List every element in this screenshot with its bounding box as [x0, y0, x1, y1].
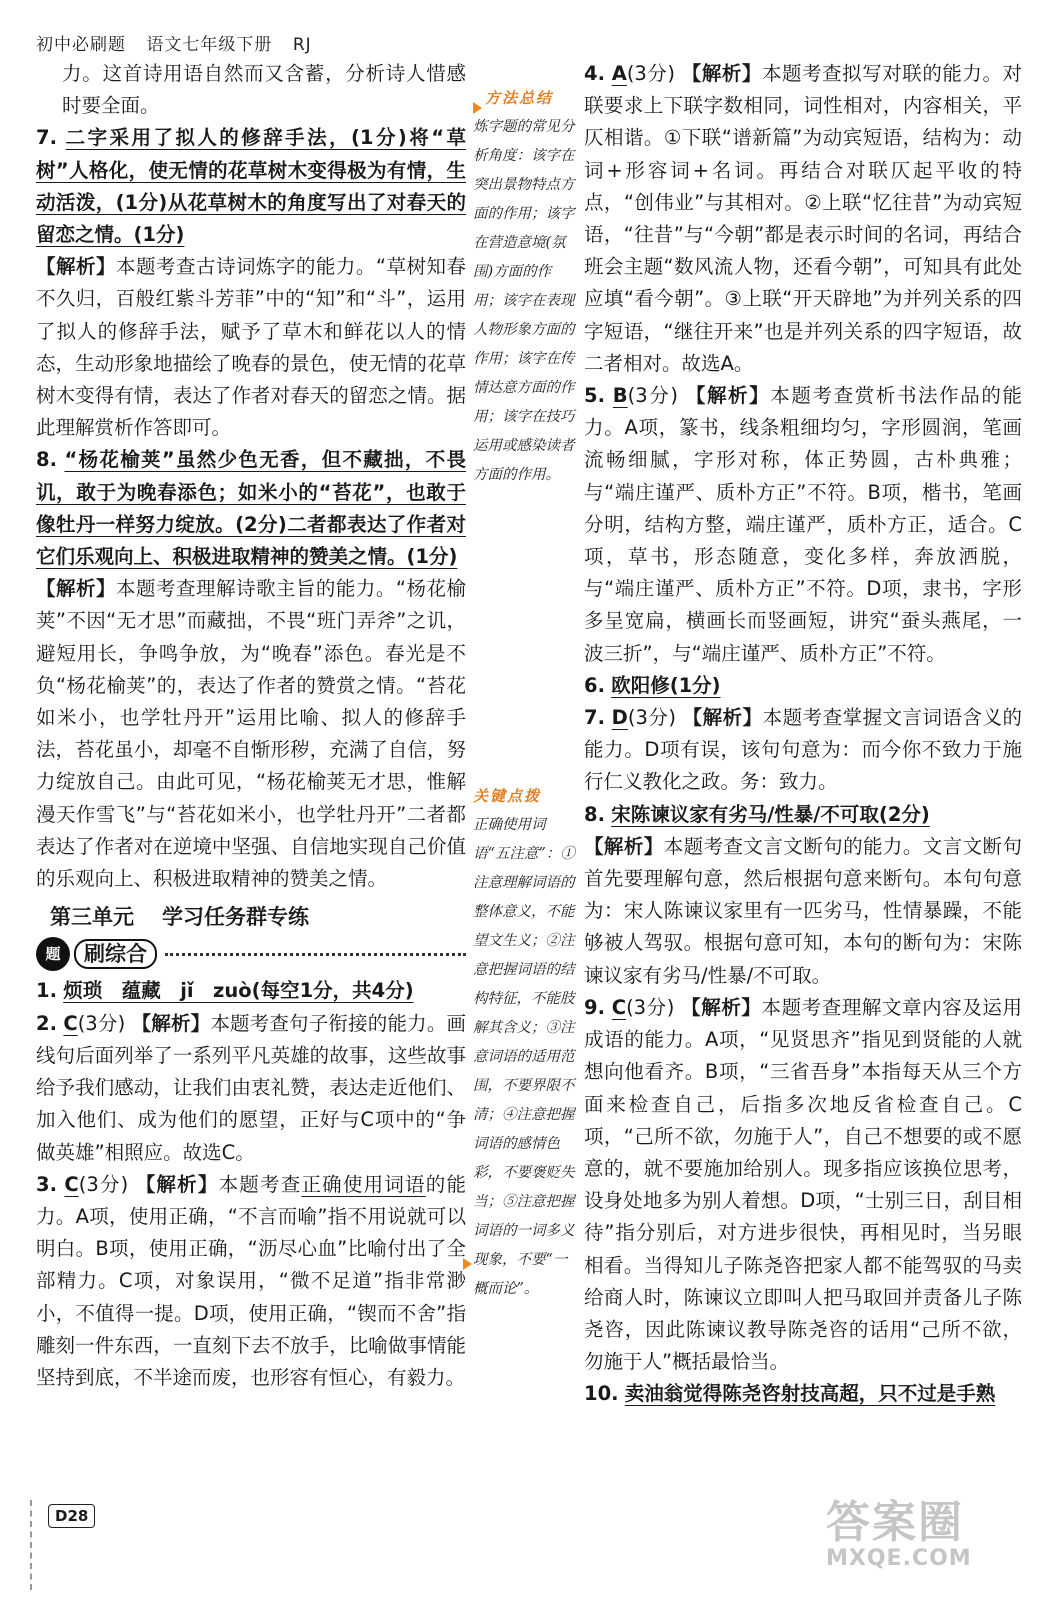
analysis-tag: 【解析】: [685, 384, 771, 408]
header-series: 初中必刷题: [36, 35, 126, 55]
watermark-text: 答案圈: [826, 1497, 964, 1548]
answer-letter: D: [611, 706, 628, 730]
section-title: [36, 901, 466, 933]
analysis-tag: 【解析】: [681, 62, 762, 85]
practice-banner: [36, 937, 466, 971]
question-number: 3.: [36, 1172, 57, 1196]
question-number: 6.: [584, 673, 605, 697]
answer-letter: B: [612, 384, 628, 408]
answer-letter: C: [63, 1011, 78, 1035]
page-number: D28: [48, 1504, 95, 1528]
answer-letter: A: [611, 62, 627, 85]
answer-6: [584, 670, 1022, 702]
side-note-key: [473, 782, 579, 1304]
header-subject: 语文七年级下册: [146, 35, 273, 55]
answer-5: [584, 380, 1022, 670]
analysis-tag: 【解析】: [681, 995, 762, 1019]
answer-text: 宋陈谏议家有劣马/性暴/不可取(2分): [611, 802, 930, 826]
answer-8-right: [584, 799, 1022, 831]
watermark-domain: MXQE.COM: [826, 1546, 972, 1571]
answer-7-right: [584, 702, 1022, 799]
side-note-text: 正确使用词语“五注意”：①注意理解词语的整体意义，不能望文生义；②注意把握词语的结构特征，不能肢解其含义；③注意词语的适用范围，不要界限不清；④注意把握词语的感情色彩，不要褒贬失当；⑤注意把握词语的一词多义现象，不要“一概而论”。: [473, 817, 575, 1297]
side-note-method: [473, 84, 579, 490]
analysis-tag: 【解析】: [36, 255, 116, 279]
answer-score: (3分): [627, 706, 676, 730]
section-name: 学习任务群专练: [162, 905, 309, 930]
page-edge-divider: [30, 1500, 32, 1590]
answer-3: [36, 1169, 466, 1394]
question-number: 8.: [36, 448, 57, 472]
practice-label: 刷综合: [74, 939, 157, 969]
answer-8-left: [36, 444, 466, 573]
side-note-title: 关键点拨: [473, 787, 542, 805]
right-column: [584, 58, 1022, 1411]
answer-score: (3分): [78, 1172, 129, 1196]
analysis-tag: 【解析】: [682, 706, 763, 730]
answer-letter: C: [64, 1172, 79, 1196]
analysis-8-left: [36, 573, 466, 895]
left-column: [36, 58, 466, 1394]
answer-score: (3分): [77, 1011, 126, 1035]
section-unit: 第三单元: [50, 905, 134, 930]
question-number: 2.: [36, 1011, 57, 1035]
side-note-text: 炼字题的常见分析角度：该字在突出景物特点方面的作用；该字在营造意境(氛围)方面的作用；该字在表现人物形象方面的作用；该字在传情达意方面的作用；该字在技巧运用或感染读者方面的作用。: [473, 119, 575, 483]
watermark-logo: [826, 1486, 972, 1571]
answer-score: (3分): [626, 62, 676, 85]
analysis-text: 本题考查文言文断句的能力。文言文断句首先要理解句意，然后根据句意来断句。本句句意为：宋人陈谏议家里有一匹劣马，性情暴躁，不能够被人驾驭。根据句意可知，本句的断句为：宋陈谏议家有劣马/性暴/不可取。: [584, 834, 1022, 987]
analysis-text: 本题考查赏析书法作品的能力。A项，篆书，线条粗细均匀，字形圆润，笔画流畅细腻，字形对称，体正势圆，古朴典雅；与“端庄谨严、质朴方正”不符。B项，楷书，笔画分明，结构方整，端庄谨严，质朴方正，适合。C项，草书，形态随意，变化多样，奔放洒脱，与“端庄谨严、质朴方正”不符。D项，隶书，字形多呈宽扁，横画长而竖画短，讲究“蚕头燕尾，一波三折”，与“端庄谨严、质朴方正”不符。: [584, 384, 1022, 665]
answer-score: (3分): [627, 384, 679, 408]
practice-badge-icon: 题: [36, 937, 70, 971]
answer-letter: C: [611, 995, 627, 1019]
tip-marker-icon: [463, 1258, 472, 1270]
analysis-text-underlined: 正确使用词语: [301, 1172, 426, 1196]
dotted-divider: [165, 953, 466, 956]
analysis-tag: 【解析】: [584, 834, 664, 858]
analysis-text-b: 的能力。A项，使用正确，“不言而喻”指不用说就可以明白。B项，使用正确，“沥尽心血”比喻付出了全部精力。C项，对象误用，“微不足道”指非常渺小，不值得一提。D项，使用正确，“锲而不舍”指雕刻一件东西，一直刻下去不放手，比喻做事情能坚持到底，不半途而废，也形容有恒心，有毅力。: [36, 1172, 466, 1389]
question-number: 10.: [584, 1382, 619, 1406]
answer-text: 烦琐 蕴藏 jǐ zuò(每空1分，共4分): [63, 979, 414, 1003]
answer-score: (3分): [626, 995, 675, 1019]
answer-4: [584, 58, 1022, 380]
answer-text: 欧阳修(1分): [611, 673, 721, 697]
header-edition: RJ: [292, 35, 312, 55]
answer-text: “杨花榆荚”虽然少色无香，但不藏拙，不畏讥，敢于为晚春添色；如米小的“苔花”，也敢于像牡丹一样努力绽放。(2分)二者都表达了作者对它们乐观向上、积极进取精神的赞美之情。(1分): [36, 448, 466, 569]
analysis-7-left: [36, 251, 466, 444]
answer-9: [584, 992, 1022, 1378]
question-number: 9.: [584, 995, 605, 1019]
analysis-tag: 【解析】: [36, 577, 116, 601]
side-note-title: 方法总结: [485, 89, 554, 107]
answer-1: [36, 975, 466, 1007]
answer-7-left: [36, 122, 466, 251]
question-number: 5.: [584, 384, 605, 408]
left-continuation: 力。这首诗用语自然而又含蓄，分析诗人惜感时要全面。: [62, 62, 466, 118]
answer-10: [584, 1378, 1022, 1410]
answer-text: 卖油翁觉得陈尧咨射技高超，只不过是手熟: [624, 1382, 996, 1406]
analysis-text: 本题考查理解诗歌主旨的能力。“杨花榆荚”不因“无才思”而藏拙，不畏“班门弄斧”之讥，避短用长，争鸣争放，为“晚春”添色。春光是不负“杨花榆荚”的，表达了作者的赞赏之情。“苔花如米小，也学牡丹开”运用比喻、拟人的修辞手法，苔花虽小，却毫不自惭形秽，充满了自信，努力绽放自己。由此可见，“杨花榆荚无才思，惟解漫天作雪飞”与“苔花如米小，也学牡丹开”二者都表达了作者对在逆境中坚强、自信地实现自己价值的乐观向上、积极进取精神的赞美之情。: [36, 577, 466, 891]
analysis-text-a: 本题考查: [218, 1172, 302, 1196]
question-number: 1.: [36, 979, 57, 1003]
analysis-text: 本题考查理解文章内容及运用成语的能力。A项，“见贤思齐”指见到贤能的人就想向他看齐。B项，“三省吾身”本指每天从三个方面来检查自己，后指多次地反省检查自己。C项，“己所不欲，勿施于人”，自己不想要的或不愿意的，就不要施加给别人。现多指应该换位思考，设身处地多为别人着想。D项，“士别三日，刮目相待”指分别后，对方进步很快，再相见时，当另眼相看。当得知儿子陈尧咨把家人都不能驾驭的马卖给商人时，陈谏议立即叫人把马取回并责备儿子陈尧咨，因此陈谏议教导陈尧咨的话用“己所不欲，勿施于人”概括最恰当。: [584, 995, 1022, 1374]
answer-text: 二字采用了拟人的修辞手法，(1分)将“草树”人格化，使无情的花草树木变得极为有情，生动活泼，(1分)从花草树木的角度写出了对春天的留恋之情。(1分): [36, 126, 466, 247]
analysis-text: 本题考查掌握文言词语含义的能力。D项有误，该句句意为：而今你不致力于施行仁义教化之政。务：致力。: [584, 706, 1022, 794]
question-number: 7.: [36, 126, 57, 150]
analysis-tag: 【解析】: [131, 1011, 211, 1035]
question-number: 7.: [584, 706, 605, 730]
analysis-tag: 【解析】: [135, 1172, 219, 1196]
answer-2: [36, 1008, 466, 1169]
page-header: [36, 30, 326, 55]
analysis-text: 本题考查拟写对联的能力。对联要求上下联字数相同，词性相对，内容相关，平仄相谐。①下联“谱新篇”为动宾短语，结构为：动词+形容词+名词。再结合对联仄起平收的特点，“创伟业”与其相对。②上联“忆往昔”为动宾短语，“往昔”与“今朝”都是表示时间的名词，再结合班会主题“数风流人物，还看今朝”，可知具有此处应填“看今朝”。③上联“开天辟地”为并列关系的四字短语，“继往开来”也是并列关系的四字短语，故二者相对。故选A。: [584, 62, 1023, 375]
analysis-text: 本题考查古诗词炼字的能力。“草树知春不久归，百般红紫斗芳菲”中的“知”和“斗”，运用了拟人的修辞手法，赋予了草木和鲜花以人的情态，生动形象地描绘了晚春的景色，使无情的花草树木变得有情，表达了作者对春天的留恋之情。据此理解赏析作答即可。: [36, 255, 466, 440]
analysis-8-right: [584, 831, 1022, 992]
analysis-text: 本题考查句子衔接的能力。画线句后面列举了一系列平凡英雄的故事，这些故事给予我们感动，让我们由衷礼赞，表达走近他们、加入他们、成为他们的愿望，正好与C项中的“争做英雄”相照应。故选C。: [36, 1011, 466, 1164]
question-number: 4.: [584, 62, 605, 85]
question-number: 8.: [584, 802, 605, 826]
